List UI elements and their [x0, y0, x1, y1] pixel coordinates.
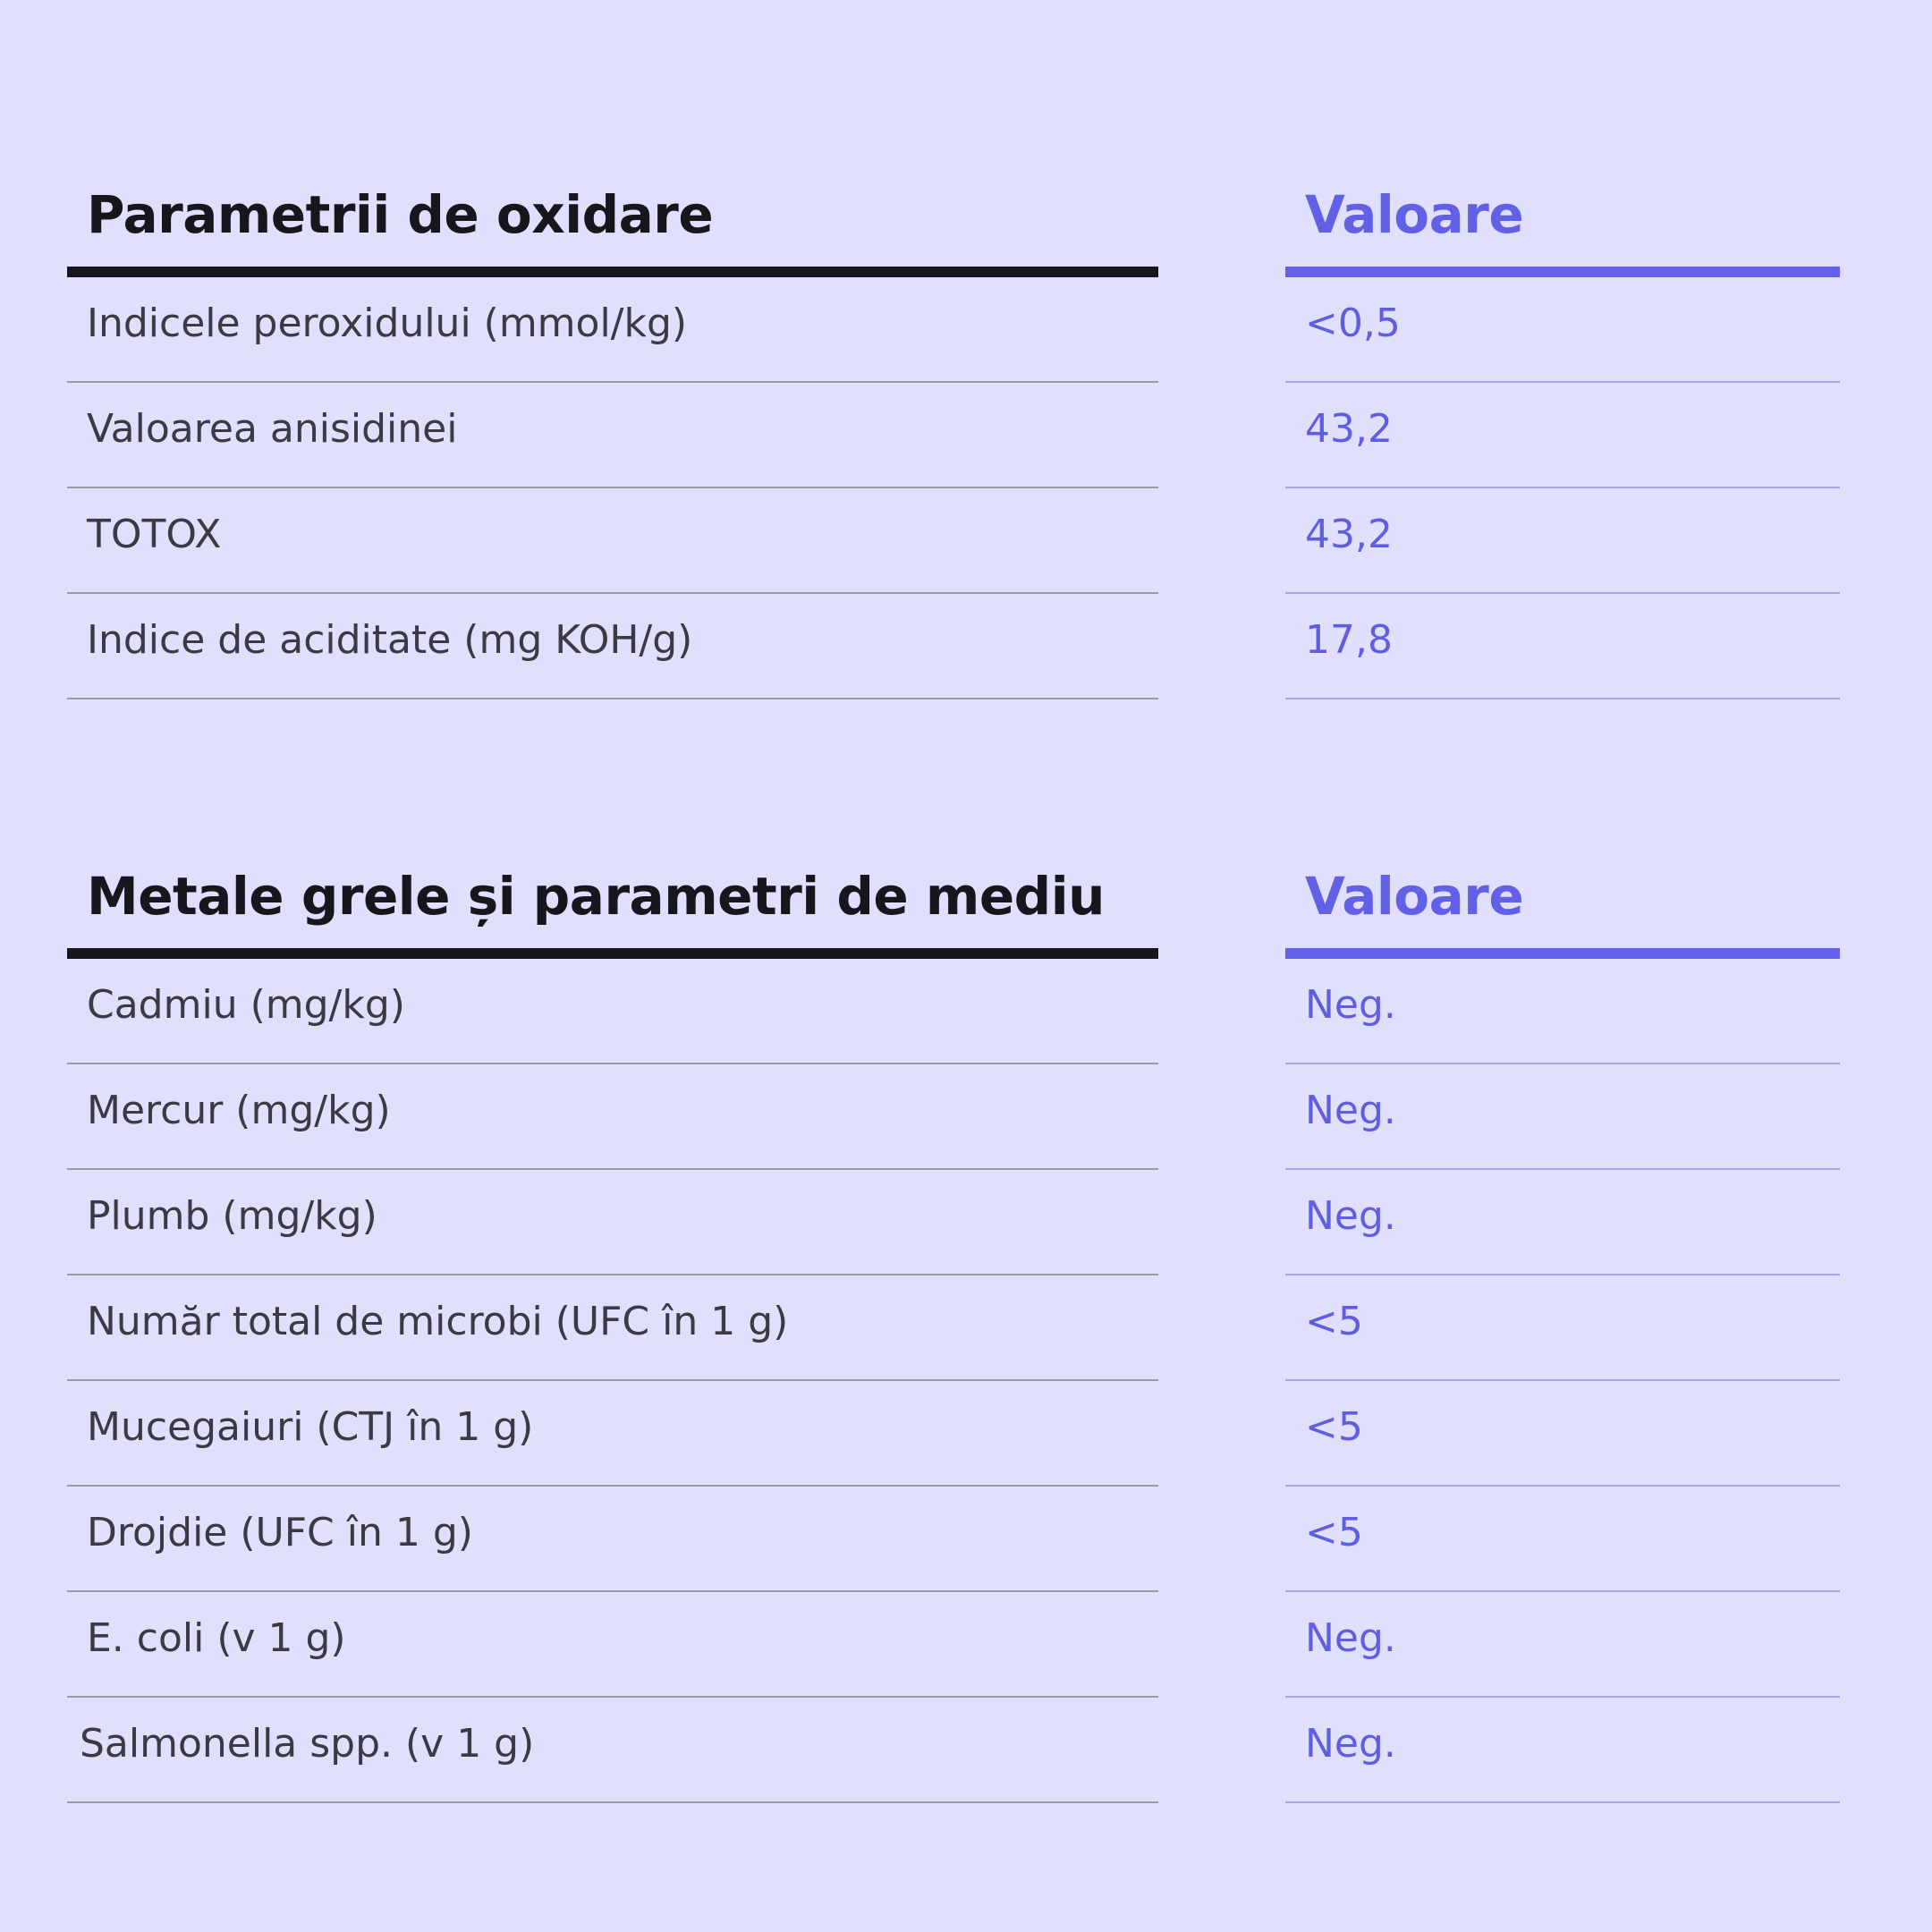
row-value: <0,5: [1305, 301, 1401, 346]
table-row: [67, 959, 1158, 1064]
row-label: TOTOX: [87, 512, 222, 557]
table-row: [67, 1275, 1158, 1381]
row-label: Valoarea anisidinei: [87, 406, 458, 452]
row-value: Neg.: [1305, 982, 1396, 1028]
table-row: [1285, 277, 1840, 383]
row-label: Drojdie (UFC în 1 g): [87, 1510, 473, 1555]
table-row: [67, 1487, 1158, 1592]
table-row: [1285, 1698, 1840, 1803]
value-header: [1285, 860, 1840, 959]
table-row: [67, 1698, 1158, 1803]
accent-divider: [1285, 948, 1840, 959]
row-value: Neg.: [1305, 1721, 1396, 1767]
value-title: Valoare: [1305, 184, 1524, 245]
table-row: [1285, 1592, 1840, 1698]
row-label: Indicele peroxidului (mmol/kg): [87, 301, 688, 346]
table-row: [67, 1381, 1158, 1487]
row-label: Indice de aciditate (mg KOH/g): [87, 617, 693, 663]
table-row: [67, 277, 1158, 383]
row-value: Neg.: [1305, 1193, 1396, 1239]
oxidation-header: [67, 179, 1158, 277]
row-label: Cadmiu (mg/kg): [87, 982, 405, 1028]
table-row: [1285, 1487, 1840, 1592]
oxidation-values-column: [1285, 179, 1840, 699]
header-divider: [67, 948, 1158, 959]
row-value: Neg.: [1305, 1088, 1396, 1133]
oxidation-parameters-column: [67, 179, 1158, 699]
table-row: [1285, 1064, 1840, 1170]
table-row: [67, 383, 1158, 488]
table-row: [1285, 383, 1840, 488]
row-label: Mucegaiuri (CTJ în 1 g): [87, 1404, 534, 1450]
row-value: <5: [1305, 1510, 1363, 1555]
heavy-metals-values-column: [1285, 860, 1840, 1803]
table-row: [1285, 1275, 1840, 1381]
table-row: [1285, 959, 1840, 1064]
row-label: E. coli (v 1 g): [87, 1615, 346, 1661]
table-row: [67, 488, 1158, 594]
header-divider: [67, 267, 1158, 277]
table-row: [1285, 1170, 1840, 1275]
row-value: <5: [1305, 1299, 1363, 1344]
row-label: Număr total de microbi (UFC în 1 g): [87, 1299, 789, 1344]
heavy-metals-header: [67, 860, 1158, 959]
value-title: Valoare: [1305, 866, 1524, 927]
row-value: <5: [1305, 1404, 1363, 1450]
row-value: 43,2: [1305, 406, 1393, 452]
row-value: 43,2: [1305, 512, 1393, 557]
heavy-metals-title: Metale grele și parametri de mediu: [87, 866, 1105, 927]
table-row: [1285, 1381, 1840, 1487]
oxidation-title: Parametrii de oxidare: [87, 184, 714, 245]
row-label: Plumb (mg/kg): [87, 1193, 377, 1239]
table-row: [67, 1592, 1158, 1698]
table-row: [1285, 488, 1840, 594]
row-value: Neg.: [1305, 1615, 1396, 1661]
value-header: [1285, 179, 1840, 277]
heavy-metals-parameters-column: [67, 860, 1158, 1803]
row-label: Mercur (mg/kg): [87, 1088, 391, 1133]
table-row: [67, 594, 1158, 699]
table-row: [67, 1170, 1158, 1275]
table-row: [1285, 594, 1840, 699]
accent-divider: [1285, 267, 1840, 277]
row-value: 17,8: [1305, 617, 1393, 663]
table-row: [67, 1064, 1158, 1170]
row-label: Salmonella spp. (v 1 g): [80, 1721, 535, 1767]
